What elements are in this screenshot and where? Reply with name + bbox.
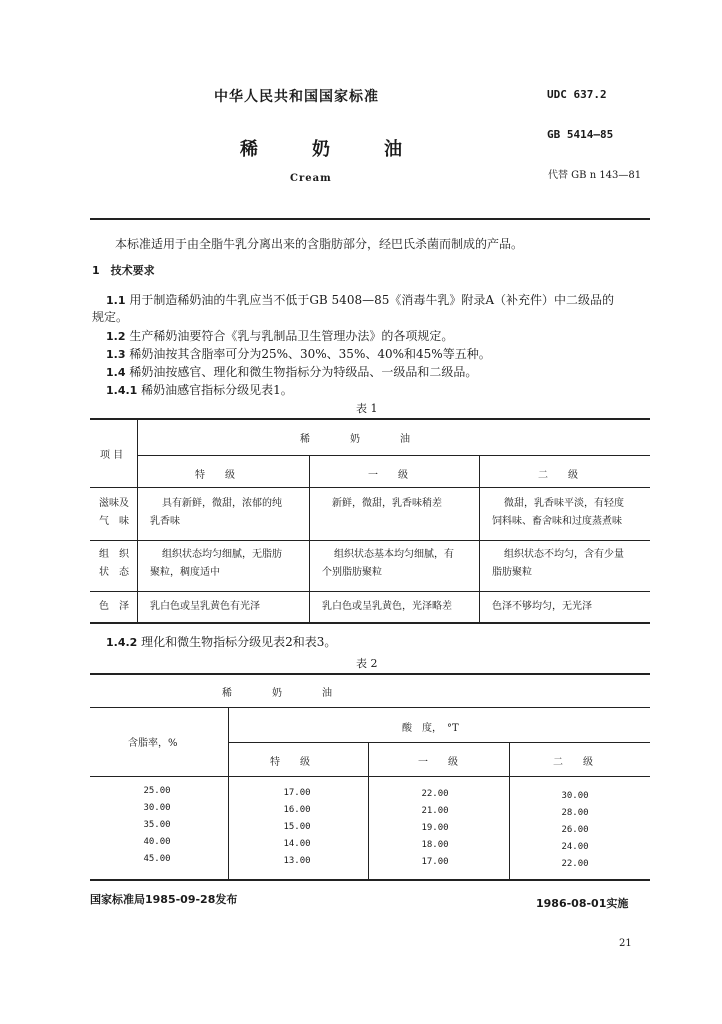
table-1-row-2-second-line2: 脂肪聚粒 (492, 567, 532, 578)
clause-1-4-1 (106, 381, 293, 400)
table-cell (322, 598, 478, 616)
table-1-row-3-item: 色 泽 (99, 601, 129, 612)
table-1-row-1-item-line1: 滋味及 (99, 498, 129, 509)
table-2-first-value: 17.00 (421, 857, 449, 867)
table-2-top-rule (90, 673, 650, 675)
table-1-row-divider (90, 540, 650, 541)
table-2-second-value: 26.00 (561, 825, 589, 835)
table-1-row-1-first-line1: 新鲜，微甜，乳香味稍差 (332, 498, 442, 509)
table-2-special-value: 13.00 (283, 856, 311, 866)
table-1-row-divider (90, 487, 650, 488)
clause-text: 理化和微生物指标分级见表2和表3。 (141, 635, 337, 649)
table-2-fat-value: 40.00 (143, 837, 171, 847)
table-2-col-divider (509, 742, 510, 879)
clause-number: 1.4.2 (106, 636, 138, 649)
table-2-special-value: 17.00 (283, 788, 311, 798)
table-1-row-1-second-line2: 饲料味、畜舍味和过度蒸煮味 (492, 516, 622, 527)
table-2-special-value: 14.00 (283, 839, 311, 849)
table-cell (492, 495, 648, 531)
table-1-bottom-rule (90, 622, 650, 624)
effective-date: 1986-08-01实施 (536, 897, 629, 910)
clause-1-4-2 (106, 633, 336, 652)
clause-1-3 (106, 345, 491, 364)
table-2-col-divider (228, 707, 229, 879)
table-1-row-2-second-line1: 组织状态不均匀，含有少量 (504, 549, 624, 560)
table-1-row-1-item-line2: 气 味 (99, 516, 129, 527)
clause-text: 稀奶油感官指标分级见表1。 (141, 383, 293, 397)
table-2-fat-value: 45.00 (143, 854, 171, 864)
table-cell (332, 495, 478, 513)
table-1-row-2-first-line2: 个别脂肪聚粒 (322, 567, 382, 578)
table-1-row-divider (90, 591, 650, 592)
issue-date: 国家标准局1985-09-28发布 (90, 893, 238, 906)
table-2-group-header: 稀 奶 油 (222, 688, 332, 699)
table-2-fat-header: 含脂率，% (128, 738, 178, 749)
table-2-fat-value: 35.00 (143, 820, 171, 830)
table-2-header-divider (90, 707, 650, 708)
table-1-row-3-second: 色泽不够均匀，无光泽 (492, 601, 592, 612)
clause-1-1 (106, 291, 614, 310)
table-1-row-1-special-line2: 乳香味 (150, 516, 180, 527)
table-2-fat-value: 25.00 (143, 786, 171, 796)
scope-paragraph: 本标准适用于由全脂牛乳分离出来的含脂肪部分，经巴氏杀菌而制成的产品。 (115, 237, 524, 251)
clause-number: 1.4 (106, 366, 126, 379)
table-1-grade-special: 特 级 (195, 470, 235, 481)
table-2-grade-second: 二 级 (553, 757, 593, 768)
table-1-group-header: 稀 奶 油 (300, 434, 410, 445)
table-2-second-value: 28.00 (561, 808, 589, 818)
section-1-heading: 1 技术要求 (92, 264, 155, 277)
clause-text: 稀奶油按感官、理化和微生物指标分为特级品、一级品和二级品。 (129, 365, 478, 379)
table-2-grade-special: 特 级 (270, 757, 310, 768)
table-2-special-value: 15.00 (283, 822, 311, 832)
table-1-row-1-special-line1: 具有新鲜，微甜，浓郁的纯 (162, 498, 282, 509)
table-1-caption: 表 1 (356, 402, 378, 415)
table-1-top-rule (90, 418, 650, 420)
table-1-row-3-first: 乳白色或呈乳黄色，光泽略差 (322, 601, 452, 612)
table-row (92, 598, 136, 616)
table-row (92, 495, 136, 531)
clause-1-1-continued: 规定。 (92, 310, 129, 324)
table-1-row-2-first-line1: 组织状态基本均匀细腻，有 (334, 549, 454, 560)
gb-code: GB 5414—85 (547, 128, 614, 141)
table-2-bottom-rule (90, 879, 650, 881)
table-2-row-divider (90, 776, 650, 777)
table-2-acidity-header: 酸 度， °T (402, 723, 459, 734)
table-cell (492, 598, 648, 616)
table-2-col-divider (368, 742, 369, 879)
document-title: 稀 奶 油 (240, 139, 420, 160)
clause-number: 1.1 (106, 294, 126, 307)
table-row (92, 546, 136, 582)
table-1-item-header: 项 目 (100, 450, 124, 461)
table-1-row-1-second-line1: 微甜，乳香味平淡，有轻度 (504, 498, 624, 509)
table-cell (150, 495, 308, 531)
national-standard-title: 中华人民共和国国家标准 (214, 89, 379, 105)
table-2-caption: 表 2 (356, 657, 378, 670)
clause-text: 稀奶油按其含脂率可分为25%、30%、35%、40%和45%等五种。 (129, 347, 491, 361)
table-2-second-value: 24.00 (561, 842, 589, 852)
table-1-col-divider (309, 455, 310, 623)
clause-1-4 (106, 363, 477, 382)
header-rule (90, 218, 650, 220)
table-1-grade-second: 二 级 (538, 470, 578, 481)
table-2-subheader-divider (229, 742, 650, 743)
clause-text: 用于制造稀奶油的牛乳应当不低于GB 5408—85《消毒牛乳》附录A（补充件）中二级品的 (129, 293, 615, 307)
table-1-row-2-special-line1: 组织状态均匀细腻，无脂肪 (162, 549, 282, 560)
table-2-first-value: 22.00 (421, 789, 449, 799)
replaces-standard: 代替 GB n 143—81 (548, 170, 642, 181)
table-1-row-3-special: 乳白色或呈乳黄色有光泽 (150, 601, 260, 612)
table-2-first-value: 19.00 (421, 823, 449, 833)
clause-number: 1.4.1 (106, 384, 138, 397)
table-cell (322, 546, 478, 582)
table-1-row-2-item-line1: 组 织 (99, 549, 129, 560)
table-2-special-value: 16.00 (283, 805, 311, 815)
table-cell (150, 546, 308, 582)
table-2-fat-value: 30.00 (143, 803, 171, 813)
table-2-second-value: 22.00 (561, 859, 589, 869)
table-1-grade-first: 一 级 (368, 470, 408, 481)
table-1-header-divider (138, 455, 650, 456)
table-1-row-2-item-line2: 状 态 (99, 567, 129, 578)
table-2-second-value: 30.00 (561, 791, 589, 801)
page-number: 21 (619, 938, 632, 949)
clause-number: 1.2 (106, 330, 126, 343)
table-cell (492, 546, 648, 582)
table-1-col-divider (137, 419, 138, 623)
table-2-first-value: 18.00 (421, 840, 449, 850)
table-2-first-value: 21.00 (421, 806, 449, 816)
table-1-row-2-special-line2: 聚粒，稠度适中 (150, 567, 220, 578)
english-title: Cream (290, 173, 332, 184)
clause-1-2 (106, 327, 453, 346)
table-cell (150, 598, 308, 616)
clause-text: 生产稀奶油要符合《乳与乳制品卫生管理办法》的各项规定。 (129, 329, 454, 343)
udc-code: UDC 637.2 (547, 88, 607, 101)
table-1-col-divider (479, 455, 480, 623)
table-2-grade-first: 一 级 (418, 757, 458, 768)
clause-number: 1.3 (106, 348, 126, 361)
